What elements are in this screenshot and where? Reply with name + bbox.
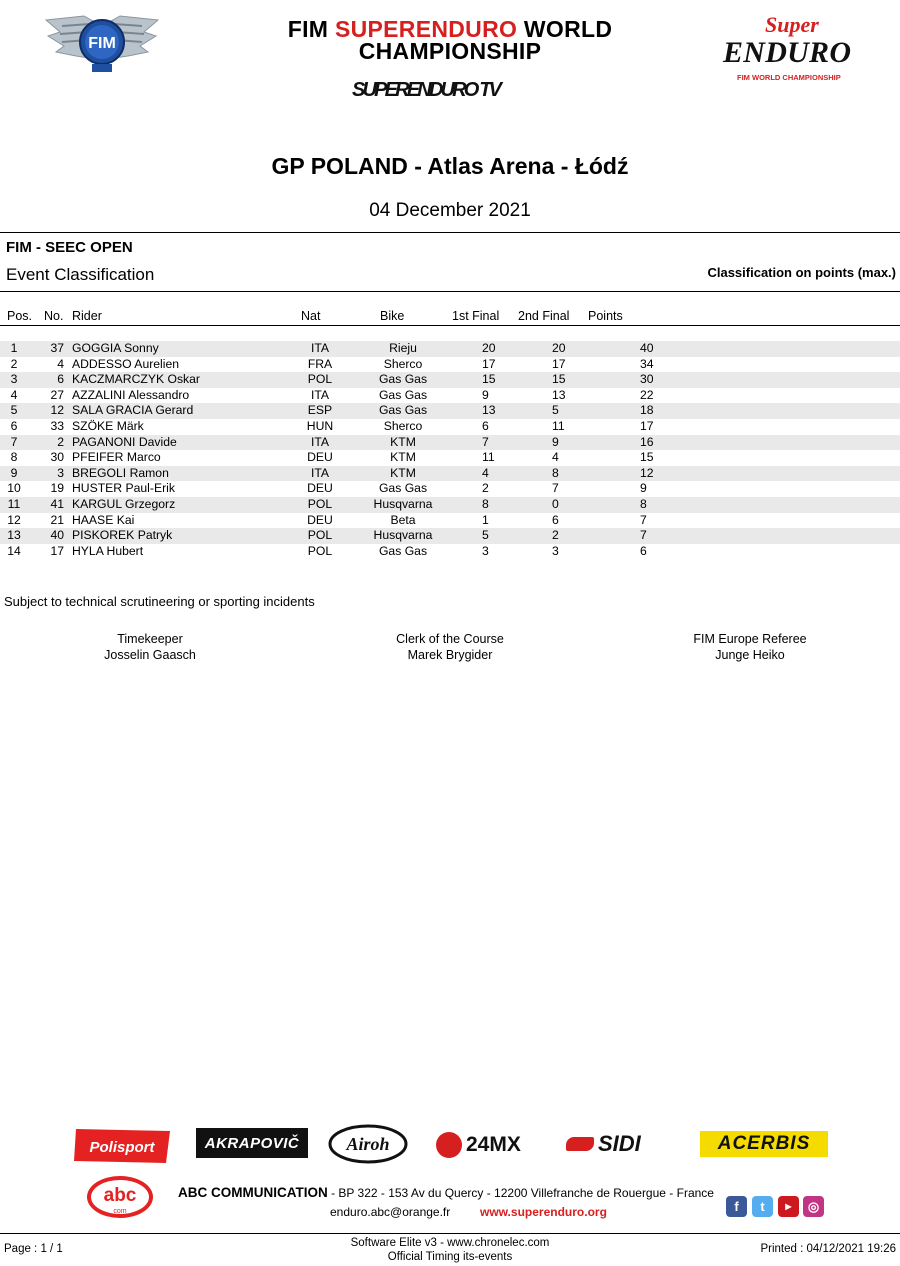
table-row	[0, 388, 900, 404]
abc-logo	[86, 1175, 154, 1219]
cell-nat: POL	[302, 372, 338, 388]
cell-points: 12	[618, 466, 670, 482]
cell-rider: AZZALINI Alessandro	[72, 387, 190, 402]
table-row	[0, 513, 900, 529]
svg-text:Airoh: Airoh	[346, 1134, 390, 1154]
cell-f1: 17	[482, 356, 496, 371]
cell-rider: HAASE Kai	[72, 512, 135, 527]
timekeeper-signature	[50, 631, 250, 663]
cell-f1: 4	[468, 466, 548, 482]
cell-f1: 5	[468, 528, 548, 544]
svg-text:SUPERENDURO TV: SUPERENDURO TV	[352, 79, 502, 100]
cell-pos: 9	[0, 466, 28, 482]
svg-text:FIM WORLD CHAMPIONSHIP: FIM WORLD CHAMPIONSHIP	[737, 73, 841, 82]
table-row	[0, 341, 900, 357]
cell-points: 40	[618, 341, 670, 357]
cell-rider: KACZMARCZYK Oskar	[70, 372, 302, 388]
svg-text:ENDURO: ENDURO	[723, 36, 851, 69]
cell-f1: 13	[468, 403, 548, 419]
event-date: 04 December 2021	[369, 200, 531, 221]
divider	[0, 325, 900, 326]
cell-nat: ITA	[310, 387, 330, 402]
row-filler	[670, 403, 900, 419]
cell-f2: 3	[552, 543, 559, 558]
cell-no: 40	[28, 528, 70, 544]
cell-no: 19	[50, 481, 64, 496]
cell-f2: 8	[548, 466, 618, 482]
cell-nat: ESP	[302, 403, 338, 419]
cell-f1: 20	[468, 341, 548, 357]
cell-points: 22	[640, 387, 654, 402]
cell-rider: SALA GRACIA Gerard	[70, 403, 302, 419]
cell-pos: 2	[10, 356, 18, 371]
24mx-logo: 24MX	[436, 1130, 554, 1160]
instagram-icon[interactable]: ◎	[803, 1196, 824, 1217]
cell-pos: 10	[7, 481, 21, 496]
svg-text:com: com	[113, 1208, 127, 1215]
header-second-final: 2nd Final	[518, 309, 570, 323]
table-row	[0, 450, 900, 466]
cell-points: 7	[640, 512, 647, 527]
table-row	[0, 481, 900, 497]
event-title: GP POLAND - Atlas Arena - Łódź	[271, 153, 629, 179]
cell-no: 33	[50, 418, 64, 433]
cell-f2: 15	[548, 372, 618, 388]
cell-bike: KTM	[390, 450, 416, 465]
cell-no: 4	[57, 356, 64, 371]
row-filler	[670, 357, 900, 373]
cell-points: 9	[640, 481, 647, 496]
cell-no: 6	[28, 372, 70, 388]
divider	[0, 232, 900, 233]
cell-no: 3	[28, 466, 70, 482]
akrapovic-logo: AKRAPOVIČ	[196, 1128, 308, 1158]
divider	[0, 1233, 900, 1234]
cell-pos: 1	[0, 341, 28, 357]
cell-f1: 2	[482, 481, 489, 496]
cell-no: 41	[28, 497, 70, 513]
cell-rider: PAGANONI Davide	[70, 435, 302, 451]
cell-nat: DEU	[307, 481, 333, 496]
cell-bike: Husqvarna	[338, 528, 468, 544]
cell-no: 27	[50, 387, 64, 402]
table-row	[0, 544, 900, 560]
svg-text:Super: Super	[765, 12, 819, 37]
cell-no: 30	[50, 450, 64, 465]
cell-bike: Sherco	[383, 418, 423, 433]
championship-title: FIM SUPERENDURO WORLD	[287, 16, 613, 42]
row-filler	[670, 466, 900, 482]
results-table	[0, 341, 900, 559]
cell-rider: SZÖKE Märk	[72, 418, 144, 433]
cell-bike: Gas Gas	[378, 481, 428, 496]
cell-points: 30	[618, 372, 670, 388]
cell-f1: 1	[482, 512, 489, 527]
cell-pos: 12	[7, 512, 21, 527]
twitter-icon[interactable]: t	[752, 1196, 773, 1217]
cell-f2: 7	[552, 481, 559, 496]
cell-points: 34	[640, 356, 654, 371]
official-name: Marek Brygider	[407, 648, 493, 662]
table-row	[0, 372, 900, 388]
cell-pos: 14	[7, 543, 21, 558]
airoh-logo	[328, 1124, 408, 1164]
cell-f2: 9	[548, 435, 618, 451]
cell-points: 6	[640, 543, 647, 558]
clerk-signature	[350, 631, 550, 663]
table-row	[0, 528, 900, 544]
row-filler	[670, 372, 900, 388]
cell-bike: Sherco	[383, 356, 423, 371]
cell-no: 2	[28, 435, 70, 451]
cell-nat: POL	[302, 528, 338, 544]
cell-points: 16	[618, 435, 670, 451]
cell-pos: 11	[0, 497, 28, 513]
cell-f2: 20	[548, 341, 618, 357]
superenduro-logo	[715, 10, 857, 90]
cell-f2: 2	[548, 528, 618, 544]
abc-address: ABC COMMUNICATION - BP 322 - 153 Av du Quercy - 12200 Villefranche de Rouergue - France	[178, 1185, 714, 1200]
superenduro-tv-logo	[352, 76, 544, 100]
row-filler	[670, 388, 900, 404]
row-filler	[670, 419, 900, 435]
table-row	[0, 435, 900, 451]
header-nat: Nat	[301, 309, 321, 323]
table-row	[0, 357, 900, 373]
header-pos: Pos.	[7, 309, 33, 323]
cell-f1: 9	[482, 387, 489, 402]
category-title: FIM - SEEC OPEN	[6, 239, 133, 256]
cell-nat: ITA	[302, 341, 338, 357]
cell-rider: ADDESSO Aurelien	[72, 356, 180, 371]
table-row	[0, 497, 900, 513]
cell-f1: 15	[468, 372, 548, 388]
cell-nat: FRA	[307, 356, 333, 371]
cell-nat: POL	[307, 543, 333, 558]
svg-text:Polisport: Polisport	[89, 1139, 155, 1156]
cell-points: 15	[640, 450, 654, 465]
referee-signature	[650, 631, 850, 663]
cell-f2: 13	[552, 387, 566, 402]
official-role: Timekeeper	[117, 632, 183, 646]
cell-nat: POL	[302, 497, 338, 513]
row-filler	[670, 341, 900, 357]
facebook-icon[interactable]: f	[726, 1196, 747, 1217]
cell-bike: KTM	[338, 466, 468, 482]
cell-bike: Gas Gas	[338, 403, 468, 419]
cell-f1: 11	[482, 450, 495, 465]
row-filler	[670, 528, 900, 544]
cell-f2: 0	[548, 497, 618, 513]
svg-text:abc: abc	[103, 1185, 137, 1206]
cell-pos: 3	[0, 372, 28, 388]
divider	[0, 291, 900, 292]
cell-pos: 7	[0, 435, 28, 451]
cell-nat: HUN	[306, 418, 334, 433]
cell-f1: 8	[468, 497, 548, 513]
row-filler	[670, 450, 900, 466]
classification-note: Classification on points (max.)	[707, 265, 896, 280]
official-role: Clerk of the Course	[396, 632, 504, 646]
cell-points: 7	[618, 528, 670, 544]
cell-rider: GOGGIA Sonny	[70, 341, 302, 357]
cell-no: 12	[28, 403, 70, 419]
header-points: Points	[588, 309, 623, 323]
cell-nat: ITA	[302, 435, 338, 451]
cell-bike: Gas Gas	[378, 543, 428, 558]
cell-bike: Gas Gas	[338, 372, 468, 388]
acerbis-logo: ACERBIS	[700, 1131, 828, 1157]
abc-email: enduro.abc@orange.fr	[330, 1205, 451, 1219]
header-bike: Bike	[380, 309, 405, 323]
cell-bike: Gas Gas	[378, 387, 428, 402]
official-role: FIM Europe Referee	[693, 632, 807, 646]
row-filler	[670, 544, 900, 560]
cell-f2: 6	[552, 512, 559, 527]
cell-pos: 8	[10, 450, 18, 465]
cell-rider: HYLA Hubert	[72, 543, 144, 558]
software-credit: Software Elite v3 - www.chronelec.com Official Timing its-events	[350, 1237, 550, 1263]
printed-timestamp: Printed : 04/12/2021 19:26	[760, 1243, 896, 1255]
cell-rider: BREGOLI Ramon	[70, 466, 302, 482]
cell-points: 18	[618, 403, 670, 419]
cell-bike: Rieju	[338, 341, 468, 357]
cell-rider: HUSTER Paul-Erik	[72, 481, 175, 496]
official-name: Junge Heiko	[715, 648, 785, 662]
cell-pos: 4	[10, 387, 18, 402]
sidi-logo: SIDI	[566, 1131, 678, 1157]
cell-f2: 11	[552, 418, 565, 433]
table-row	[0, 403, 900, 419]
cell-pos: 6	[10, 418, 18, 433]
cell-bike: KTM	[338, 435, 468, 451]
table-row	[0, 466, 900, 482]
row-filler	[670, 435, 900, 451]
cell-rider: PISKOREK Patryk	[70, 528, 302, 544]
cell-nat: DEU	[307, 512, 333, 527]
cell-bike: Husqvarna	[338, 497, 468, 513]
scrutineering-note: Subject to technical scrutineering or sporting incidents	[4, 594, 315, 609]
cell-f1: 6	[482, 418, 489, 433]
cell-rider: PFEIFER Marco	[72, 450, 161, 465]
cell-f1: 3	[482, 543, 489, 558]
cell-f2: 5	[548, 403, 618, 419]
row-filler	[670, 481, 900, 497]
header-no: No.	[44, 309, 64, 323]
header-rider: Rider	[72, 309, 102, 323]
cell-rider: KARGUL Grzegorz	[70, 497, 302, 513]
cell-nat: DEU	[307, 450, 333, 465]
cell-pos: 5	[0, 403, 28, 419]
24mx-icon	[436, 1132, 462, 1158]
cell-points: 8	[618, 497, 670, 513]
official-name: Josselin Gaasch	[104, 648, 196, 662]
polisport-logo	[72, 1127, 172, 1165]
svg-text:FIM: FIM	[88, 35, 116, 52]
row-filler	[670, 497, 900, 513]
website-link[interactable]: www.superenduro.org	[480, 1205, 607, 1219]
table-row	[0, 419, 900, 435]
cell-no: 17	[50, 543, 64, 558]
cell-f2: 17	[552, 356, 566, 371]
header-first-final: 1st Final	[452, 309, 500, 323]
cell-points: 17	[640, 418, 654, 433]
cell-nat: ITA	[302, 466, 338, 482]
sidi-icon	[566, 1137, 594, 1151]
championship-title-line2: CHAMPIONSHIP	[358, 38, 542, 64]
page-number: Page : 1 / 1	[4, 1243, 63, 1255]
youtube-icon[interactable]: ▶	[778, 1196, 799, 1217]
cell-no: 21	[50, 512, 64, 527]
cell-bike: Beta	[390, 512, 416, 527]
cell-f2: 4	[552, 450, 559, 465]
cell-no: 37	[28, 341, 70, 357]
cell-f1: 7	[468, 435, 548, 451]
cell-pos: 13	[0, 528, 28, 544]
classification-title: Event Classification	[6, 265, 155, 284]
row-filler	[670, 513, 900, 529]
